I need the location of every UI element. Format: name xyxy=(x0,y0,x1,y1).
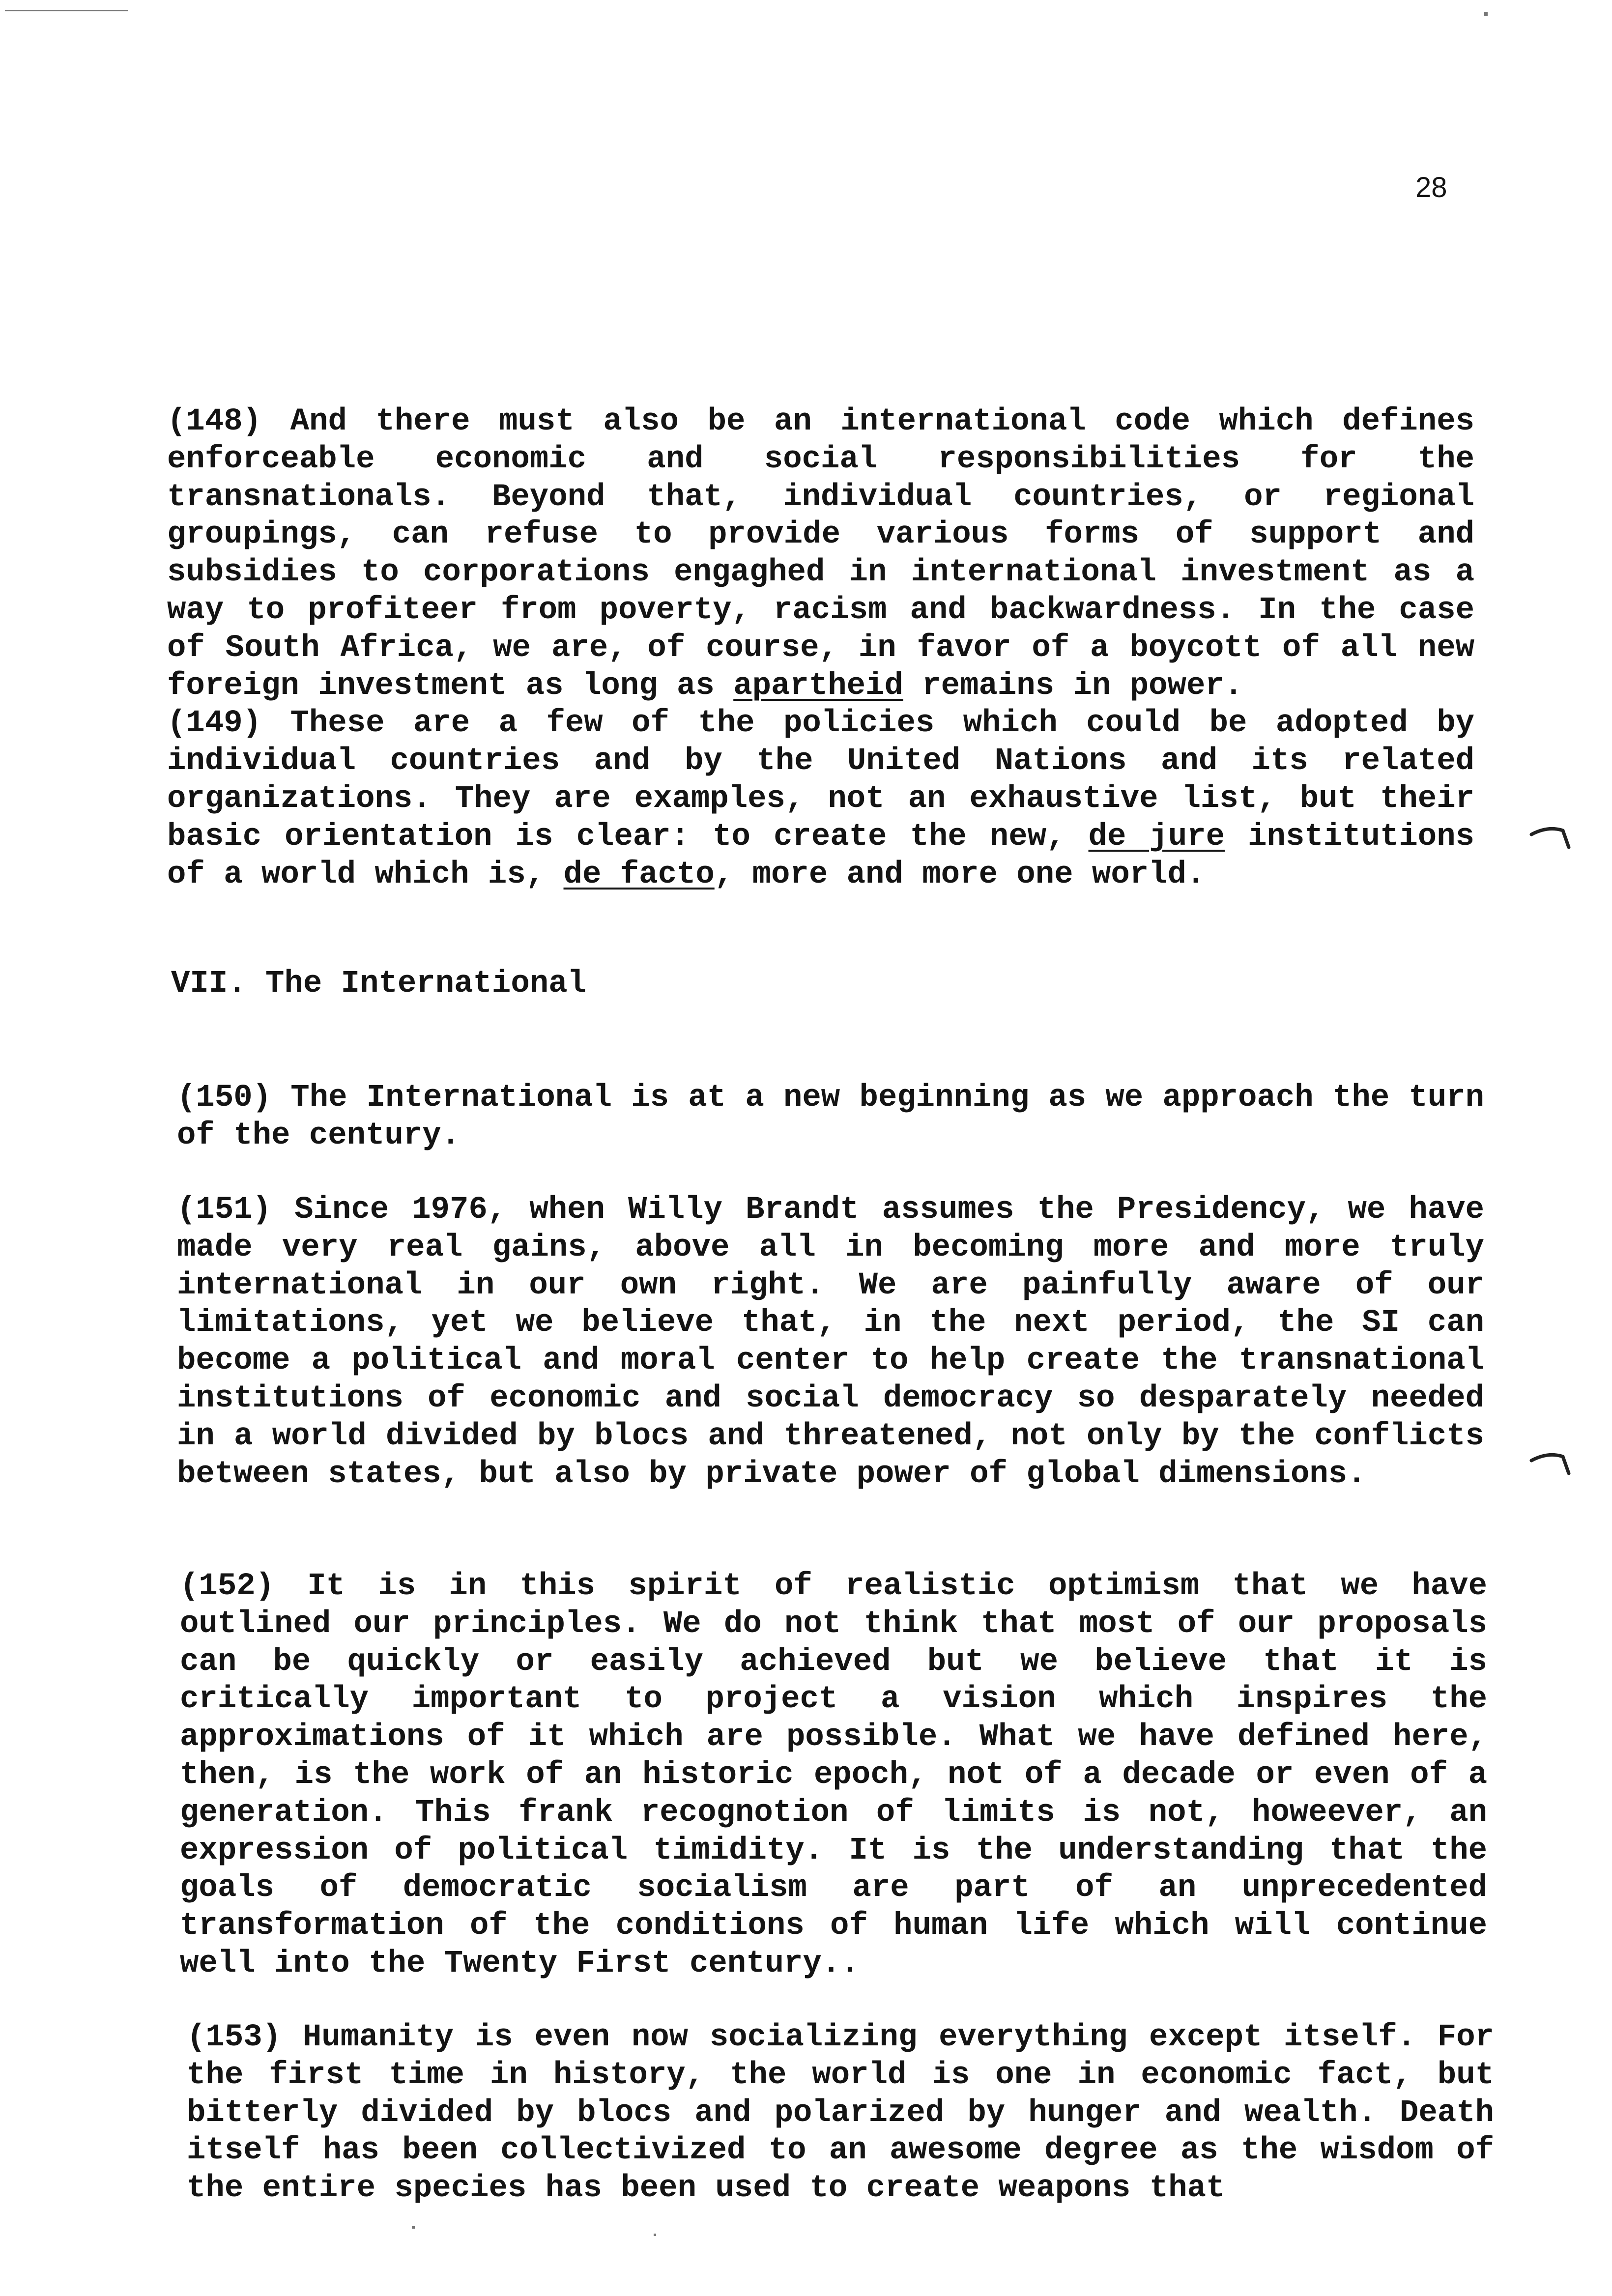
underlined-de-facto: de facto xyxy=(563,857,715,892)
page-number: 28 xyxy=(1415,172,1447,203)
scan-artifact xyxy=(654,2234,656,2236)
section-heading: VII. The International xyxy=(171,966,586,1002)
paragraph-152-text: (152) It is in this spirit of realistic optimism that we have outlined our principles. We do not think that most of our proposals can be quickly or easily achieved but we believe that it is critically important to project a vision which inspires the approximations of it which are possible. What we have defined here, then, is the work of an historic epoch, not of a decade or even of a generation. This frank recognotion of limits is not, howeever, an expression of political timidity. It is the understanding that the goals of democratic socialism are part of an unprecedented transformation of the conditions of human life which will continue well into the Twenty First century.. xyxy=(180,1569,1487,1981)
paragraph-151-text: (151) Since 1976, when Willy Brandt assumes the Presidency, we have made very real gains, above all in becoming more and more truly international in our own right. We are painfully aware of our limitations, yet we believe that, in the next period, the SI can become a political and moral center to help create the transnational institutions of economic and social democracy so desparately needed in a world divided by blocs and threatened, not only by the conflicts between states, but also by private power of global dimensions. xyxy=(177,1192,1484,1492)
scan-artifact xyxy=(1484,12,1488,16)
paragraph-148-149 xyxy=(167,403,1474,893)
paragraph-153 xyxy=(187,2019,1494,2208)
paragraph-151 xyxy=(177,1191,1484,1493)
margin-mark xyxy=(1528,824,1573,853)
paragraph-150 xyxy=(177,1079,1484,1155)
scan-artifact xyxy=(5,10,128,11)
underlined-apartheid: apartheid xyxy=(733,668,903,704)
paragraph-148 xyxy=(167,403,1474,705)
paragraph-150-text: (150) The International is at a new beginning as we approach the turn of the century. xyxy=(177,1080,1484,1153)
paragraph-152 xyxy=(180,1568,1487,1983)
paragraph-153-text: (153) Humanity is even now socializing everything except itself. For the first time in history, the world is one in economic fact, but bitterly divided by blocs and polarized by hunger and wealth. Death itself has been collectivized to an awesome degree as the wisdom of the entire species has been used to create weapons that xyxy=(187,2020,1494,2207)
scan-artifact xyxy=(412,2226,415,2229)
underlined-de-jure: de jure xyxy=(1088,819,1225,855)
paragraph-148-text: (148) And there must also be an international code which defines enforceable economic and social responsibilities for the transnationals. Beyond that, individual countries, or regional groupings, can refuse to provide various forms of support and subsidies to corporations engaghed in international investment as a way to profiteer from poverty, racism and backwardness. In the case of South Africa, we are, of course, in favor of a boycott of all new foreign investment as long as xyxy=(167,404,1474,704)
paragraph-149-text: (149) These are a few of the policies which could be adopted by individual countries and by the United Nations and its related organizations. They are examples, not an exhaustive list, but their basic orientation is clear: to create the new, xyxy=(167,706,1474,855)
paragraph-148-end: remains in power. xyxy=(903,668,1243,704)
paragraph-149 xyxy=(167,705,1474,893)
paragraph-149-middle: institutions of a world which is, xyxy=(167,819,1475,892)
paragraph-149-end: , more and more one world. xyxy=(714,857,1206,892)
margin-mark xyxy=(1528,1450,1573,1479)
